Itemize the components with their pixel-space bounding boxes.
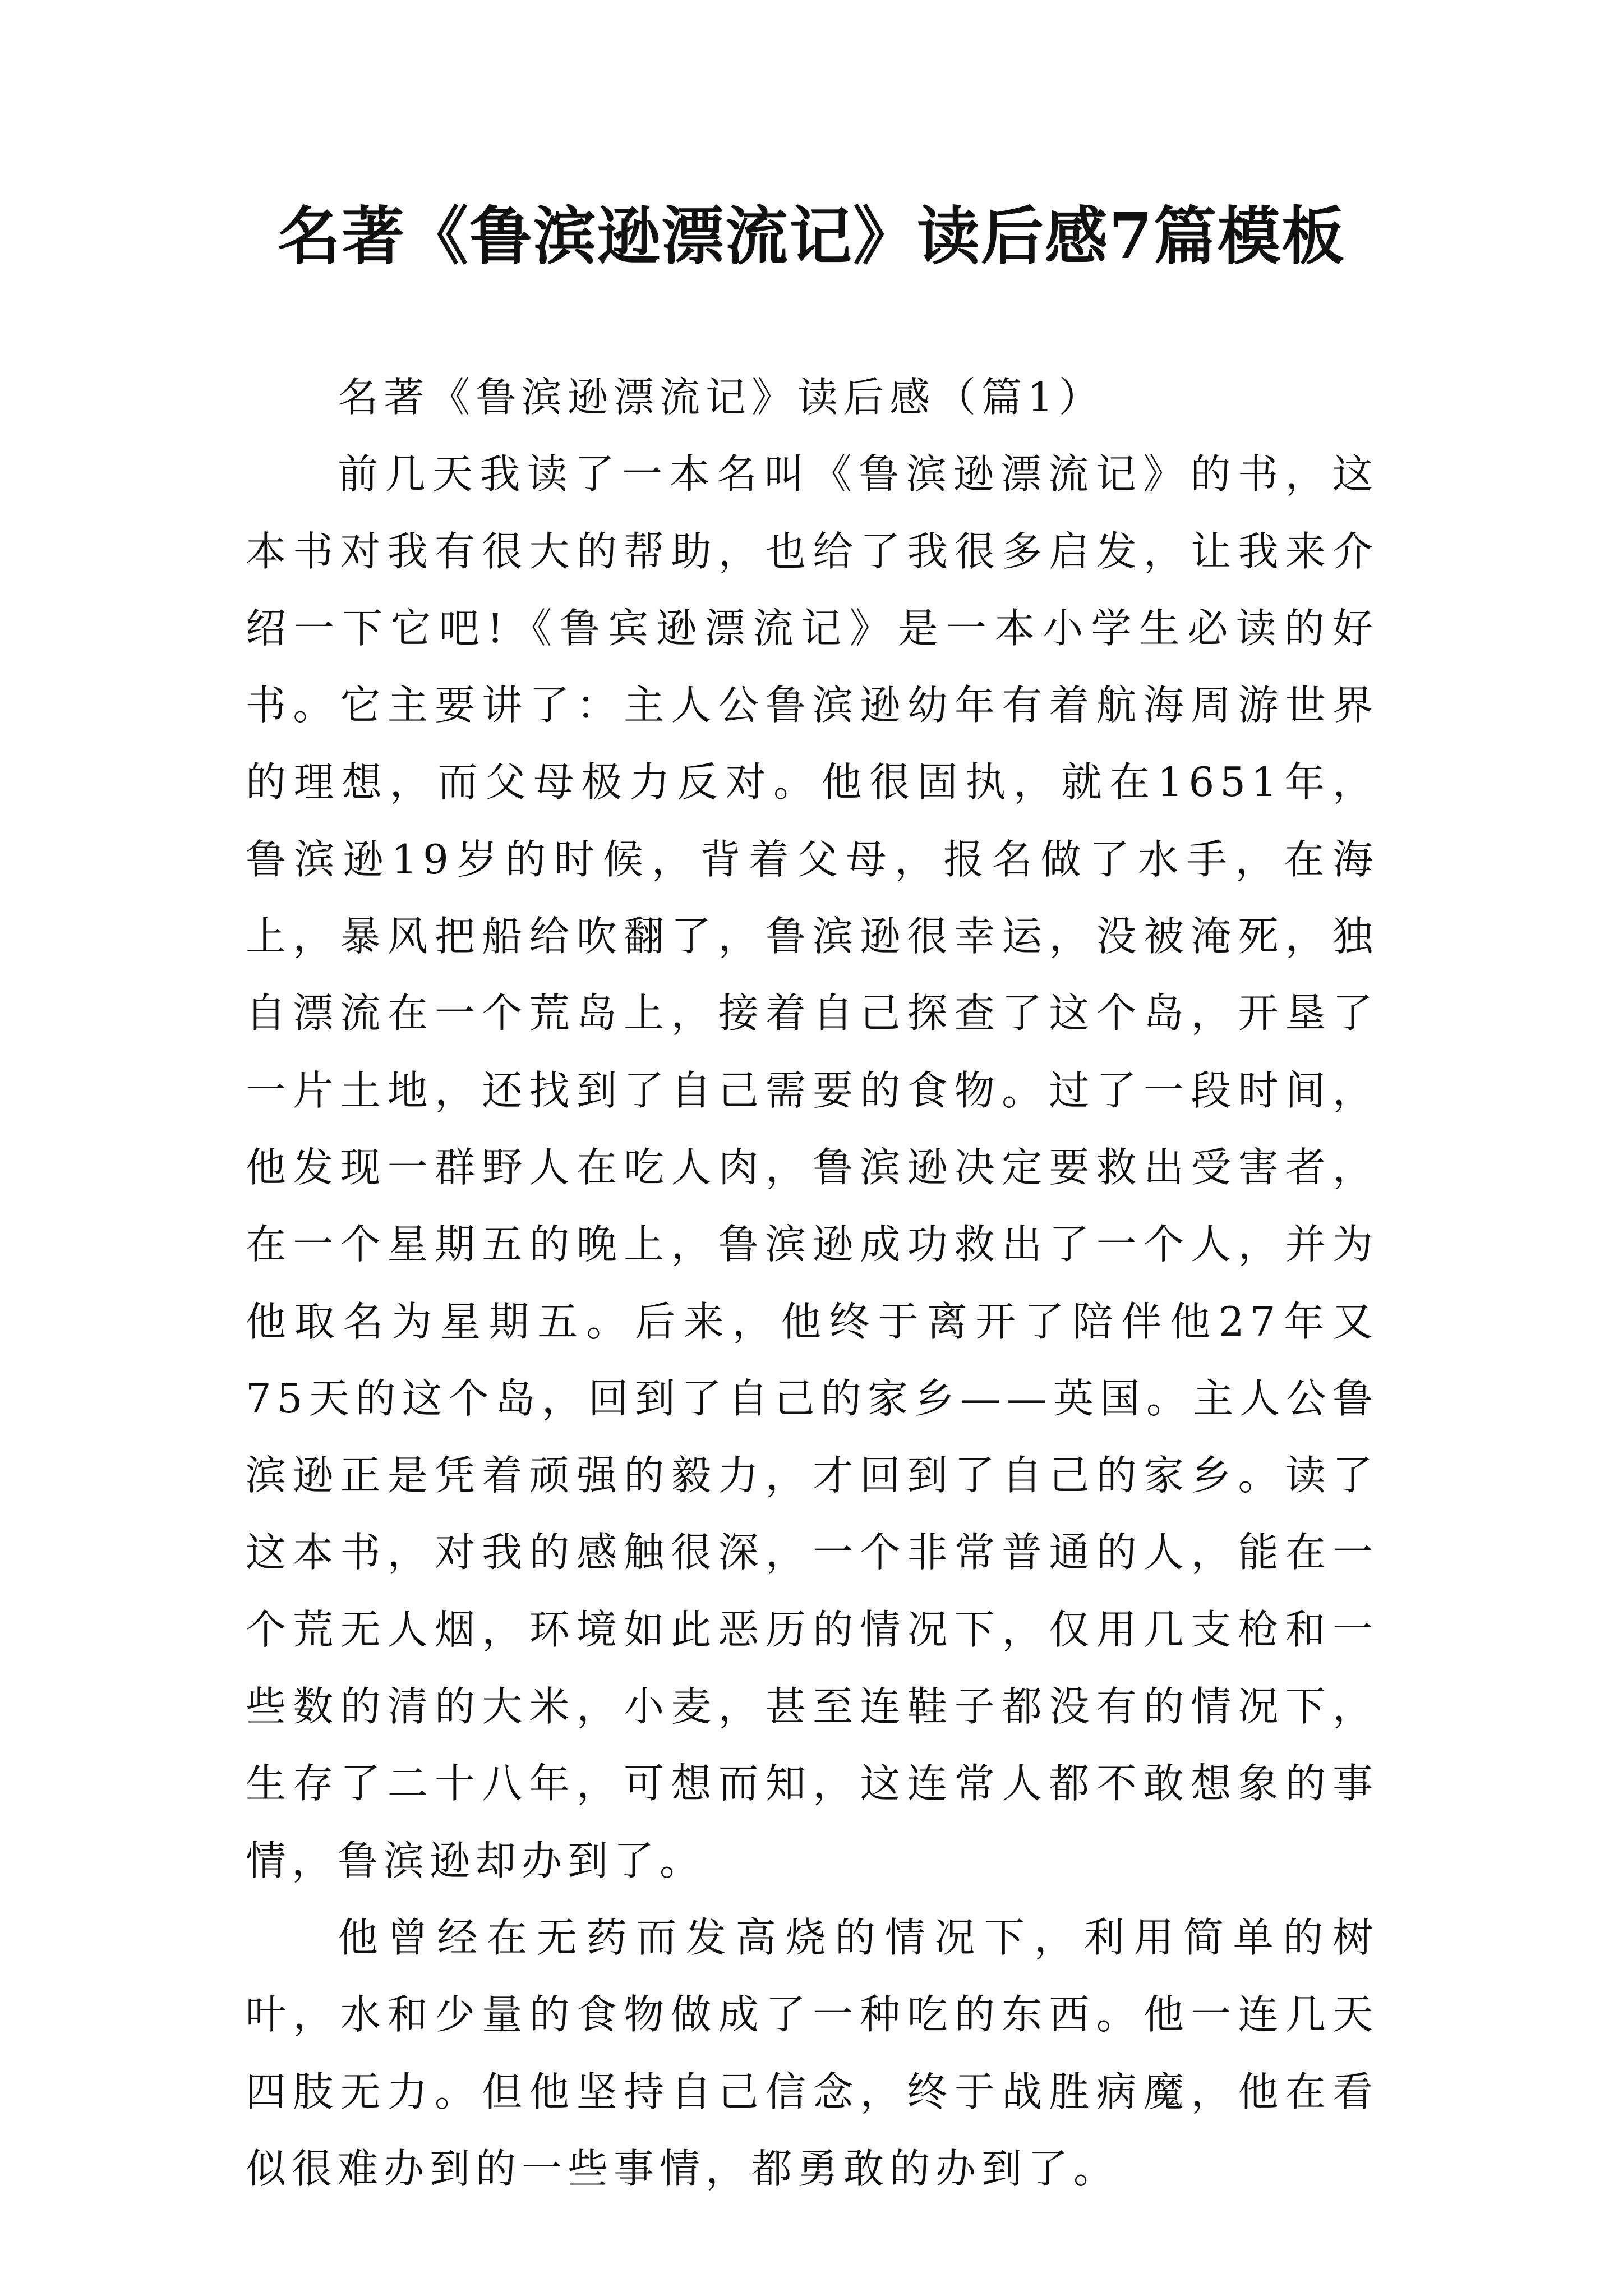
section-heading: 名著《鲁滨逊漂流记》读后感（篇1） <box>338 374 1105 421</box>
paragraph: 前几天我读了一本名叫《鲁滨逊漂流记》的书，这本书对我有很大的帮助，也给了我很多启发，让我来介绍一下它吧!《鲁宾逊漂流记》是一本小学生必读的好书。它主要讲了：主人公鲁滨逊幼年有着航海周游世界的理想，而父母极力反对。他很固执，就在1651年，鲁滨逊19岁的时候，背着父母，报名做了水手，在海上，暴风把船给吹翻了，鲁滨逊很幸运，没被淹死，独自漂流在一个荒岛上，接着自己探查了这个岛，开垦了一片土地，还找到了自己需要的食物。过了一段时间，他发现一群野人在吃人肉，鲁滨逊决定要救出受害者，在一个星期五的晚上，鲁滨逊成功救出了一个人，并为他取名为星期五。后来，他终于离开了陪伴他27年又75天的这个岛，回到了自己的家乡——英国。主人公鲁滨逊正是凭着顽强的毅力，才回到了自己的家乡。读了这本书，对我的感触很深，一个非常普通的人，能在一个荒无人烟，环境如此恶历的情况下，仅用几支枪和一些数的清的大米，小麦，甚至连鞋子都没有的情况下，生存了二十八年，可想而知，这连常人都不敢想象的事情，鲁滨逊却办到了。 <box>246 450 1378 1884</box>
document-title: 名著《鲁滨逊漂流记》读后感7篇模板 <box>278 200 1345 273</box>
document-body <box>246 359 1378 2207</box>
paragraph: 他曾经在无药而发高烧的情况下，利用简单的树叶，水和少量的食物做成了一种吃的东西。他一连几天四肢无力。但他坚持自己信念，终于战胜病魔，他在看似很难办到的一些事情，都勇敢的办到了。 <box>246 1913 1378 2192</box>
